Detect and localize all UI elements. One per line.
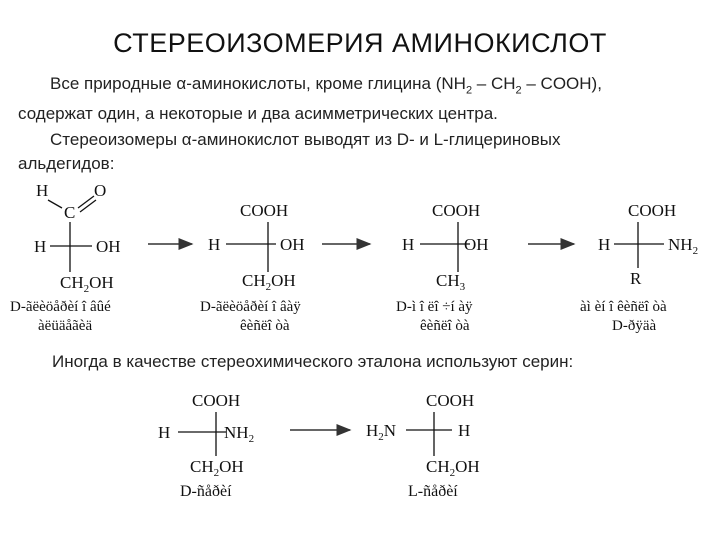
svg-text:COOH: COOH (432, 201, 481, 220)
glyceric-acid-structure (200, 201, 305, 334)
glyceraldehyde-caption-1: D-ãëèöåðèí î âûé (10, 299, 111, 315)
paragraph-serine: Иногда в качестве стереохимического эталона используют серин: (52, 352, 574, 371)
slide-title: СТЕРЕОИЗОМЕРИЯ АМИНОКИСЛОТ (113, 28, 607, 58)
glyceraldehyde-caption-2: àëüäåãèä (38, 318, 93, 334)
paragraph-intro-line2: содержат один, а некоторые и два асимметрических центра. (18, 104, 498, 124)
svg-text:O: O (94, 181, 107, 200)
lactic-acid-structure (396, 201, 489, 334)
svg-text:CH2OH: $CH_2OH$ (190, 457, 244, 479)
lactic-acid-caption-1: D-ì î ëî ÷í àÿ (396, 299, 473, 315)
svg-text:OH: OH (280, 235, 305, 254)
d-amino-acid-caption-2: D-ðÿäà (612, 318, 657, 334)
d-amino-acid-structure (580, 201, 698, 334)
derivation-scheme (0, 172, 720, 352)
paragraph-stereoisomers-line2: альдегидов: (18, 154, 115, 173)
svg-text:NH2: $NH_2$ (668, 235, 699, 257)
d-serine-structure (158, 391, 254, 500)
d-serine-caption: D-ñåðèí (180, 483, 232, 500)
svg-text:H: H (36, 181, 49, 200)
svg-text:OH: OH (464, 235, 489, 254)
svg-text:COOH: COOH (628, 201, 677, 220)
svg-text:H: H (458, 421, 471, 440)
paragraph-stereoisomers-line1: Стереоизомеры α-аминокислот выводят из D- и L-глицериновых (50, 130, 561, 149)
svg-text:H: H (598, 235, 611, 254)
svg-text:H: H (34, 237, 47, 256)
svg-text:CH2OH: $CH_2OH$ (426, 457, 480, 479)
svg-text:CH3: $CH_3$ (436, 271, 466, 293)
d-amino-acid-caption-1: àì èí î êèñëî òà (580, 299, 667, 315)
svg-text:H2N: $H_2N$ (366, 421, 397, 443)
svg-text:C: C (64, 203, 76, 222)
l-serine-structure (366, 391, 480, 500)
paragraph-stereoisomers (18, 128, 718, 176)
svg-text:COOH: COOH (240, 201, 289, 220)
glyceraldehyde-structure (10, 181, 121, 334)
svg-text:R: R (630, 269, 642, 288)
l-serine-caption: L-ñåðèí (408, 483, 458, 500)
svg-text:CH2OH: $CH_2OH$ (242, 271, 296, 293)
glyceric-acid-caption-1: D-ãëèöåðèí î âàÿ (200, 299, 301, 315)
svg-text:COOH: COOH (192, 391, 241, 410)
lactic-acid-caption-2: êèñëî òà (420, 318, 470, 334)
svg-text:OH: OH (96, 237, 121, 256)
svg-text:H: H (208, 235, 221, 254)
svg-text:H: H (402, 235, 415, 254)
serine-scheme (0, 384, 720, 514)
svg-text:NH2: $NH_2$ (224, 423, 255, 445)
glyceric-acid-caption-2: êèñëî òà (240, 318, 290, 334)
paragraph-intro-line1: Все природные α-аминокислоты, кроме глицина ($NH_2 - CH_2$ – COOH), (50, 74, 602, 97)
svg-text:CH2OH: $CH_2OH$ (60, 273, 114, 295)
paragraph-intro (18, 72, 718, 126)
svg-text:H: H (158, 423, 171, 442)
svg-text:COOH: COOH (426, 391, 475, 410)
